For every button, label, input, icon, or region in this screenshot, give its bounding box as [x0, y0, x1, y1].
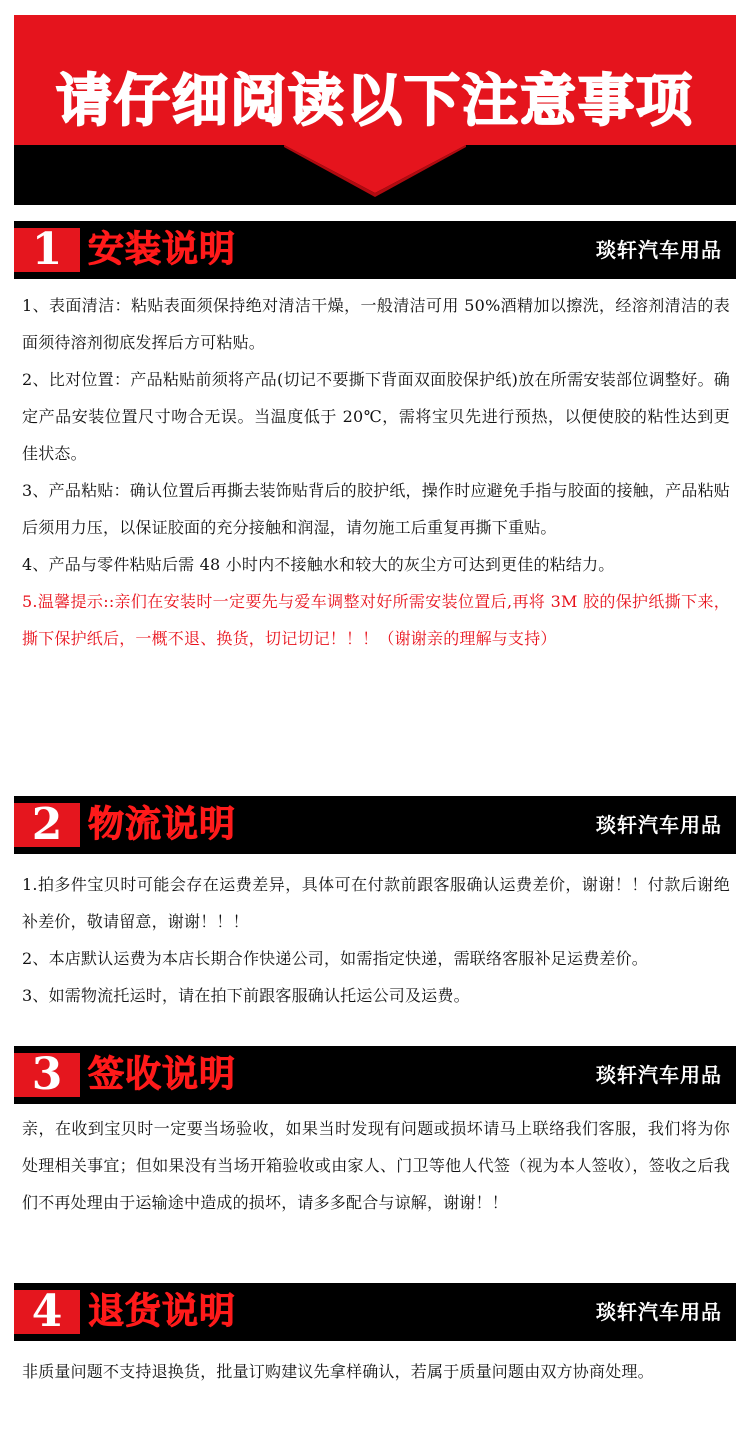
install-step-1: 1、表面清洁：粘贴表面须保持绝对清洁干燥，一般清洁可用 50%酒精加以擦洗，经溶剂清洁的表面须待溶剂彻底发挥后方可粘贴。	[22, 296, 730, 352]
section-title: 安装说明	[88, 229, 237, 270]
section-number-badge: 4	[14, 1290, 80, 1334]
section-header-logistics	[14, 796, 736, 854]
returns-text: 非质量问题不支持退换货，批量订购建议先拿样确认，若属于质量问题由双方协商处理。	[22, 1362, 654, 1381]
section-content-logistics	[22, 866, 730, 1014]
install-step-2: 2、比对位置：产品粘贴前须将产品(切记不要撕下背面双面胶保护纸)放在所需安装部位调整好。确定产品安装位置尺寸吻合无误。当温度低于 20℃，需将宝贝先进行预热，以便使胶的粘性达到更佳状态。	[22, 370, 730, 463]
brand-label: 琰轩汽车用品	[596, 1063, 722, 1087]
section-content-returns	[22, 1353, 730, 1390]
section-number-badge: 3	[14, 1053, 80, 1097]
section-content-install	[22, 287, 730, 657]
section-header-install	[14, 221, 736, 279]
receipt-text: 亲，在收到宝贝时一定要当场验收，如果当时发现有问题或损坏请马上联络我们客服，我们将为你处理相关事宜；但如果没有当场开箱验收或由家人、门卫等他人代签（视为本人签收），签收之后我们不再处理由于运输途中造成的损坏，请多多配合与谅解，谢谢！！	[22, 1119, 730, 1212]
install-step-3: 3、产品粘贴：确认位置后再撕去装饰贴背后的胶护纸，操作时应避免手指与胶面的接触，产品粘贴后须用力压，以保证胶面的充分接触和润湿，请勿施工后重复再撕下重贴。	[22, 481, 730, 537]
section-title: 退货说明	[88, 1291, 237, 1332]
brand-label: 琰轩汽车用品	[596, 238, 722, 262]
install-warning: 5.温馨提示::亲们在安装时一定要先与爱车调整对好所需安装位置后,再将 3M 胶的保护纸撕下来，撕下保护纸后，一概不退、换货，切记切记！！！（谢谢亲的理解与支持）	[22, 592, 730, 648]
section-content-receipt	[22, 1110, 730, 1221]
section-number-badge: 1	[14, 228, 80, 272]
section-title: 签收说明	[88, 1054, 237, 1095]
logistics-item-1: 1.拍多件宝贝时可能会存在运费差异，具体可在付款前跟客服确认运费差价，谢谢！！付款后谢绝补差价，敬请留意，谢谢！！！	[22, 875, 730, 931]
notice-banner	[14, 15, 736, 205]
section-header-receipt	[14, 1046, 736, 1104]
brand-label: 琰轩汽车用品	[596, 1300, 722, 1324]
section-number-badge: 2	[14, 803, 80, 847]
logistics-item-3: 3、如需物流托运时，请在拍下前跟客服确认托运公司及运费。	[22, 986, 470, 1005]
brand-label: 琰轩汽车用品	[596, 813, 722, 837]
install-step-4: 4、产品与零件粘贴后需 48 小时内不接触水和较大的灰尘方可达到更佳的粘结力。	[22, 555, 615, 574]
logistics-item-2: 2、本店默认运费为本店长期合作快递公司，如需指定快递，需联络客服补足运费差价。	[22, 949, 648, 968]
banner-title: 请仔细阅读以下注意事项	[56, 69, 694, 134]
section-title: 物流说明	[88, 804, 237, 845]
section-header-returns	[14, 1283, 736, 1341]
